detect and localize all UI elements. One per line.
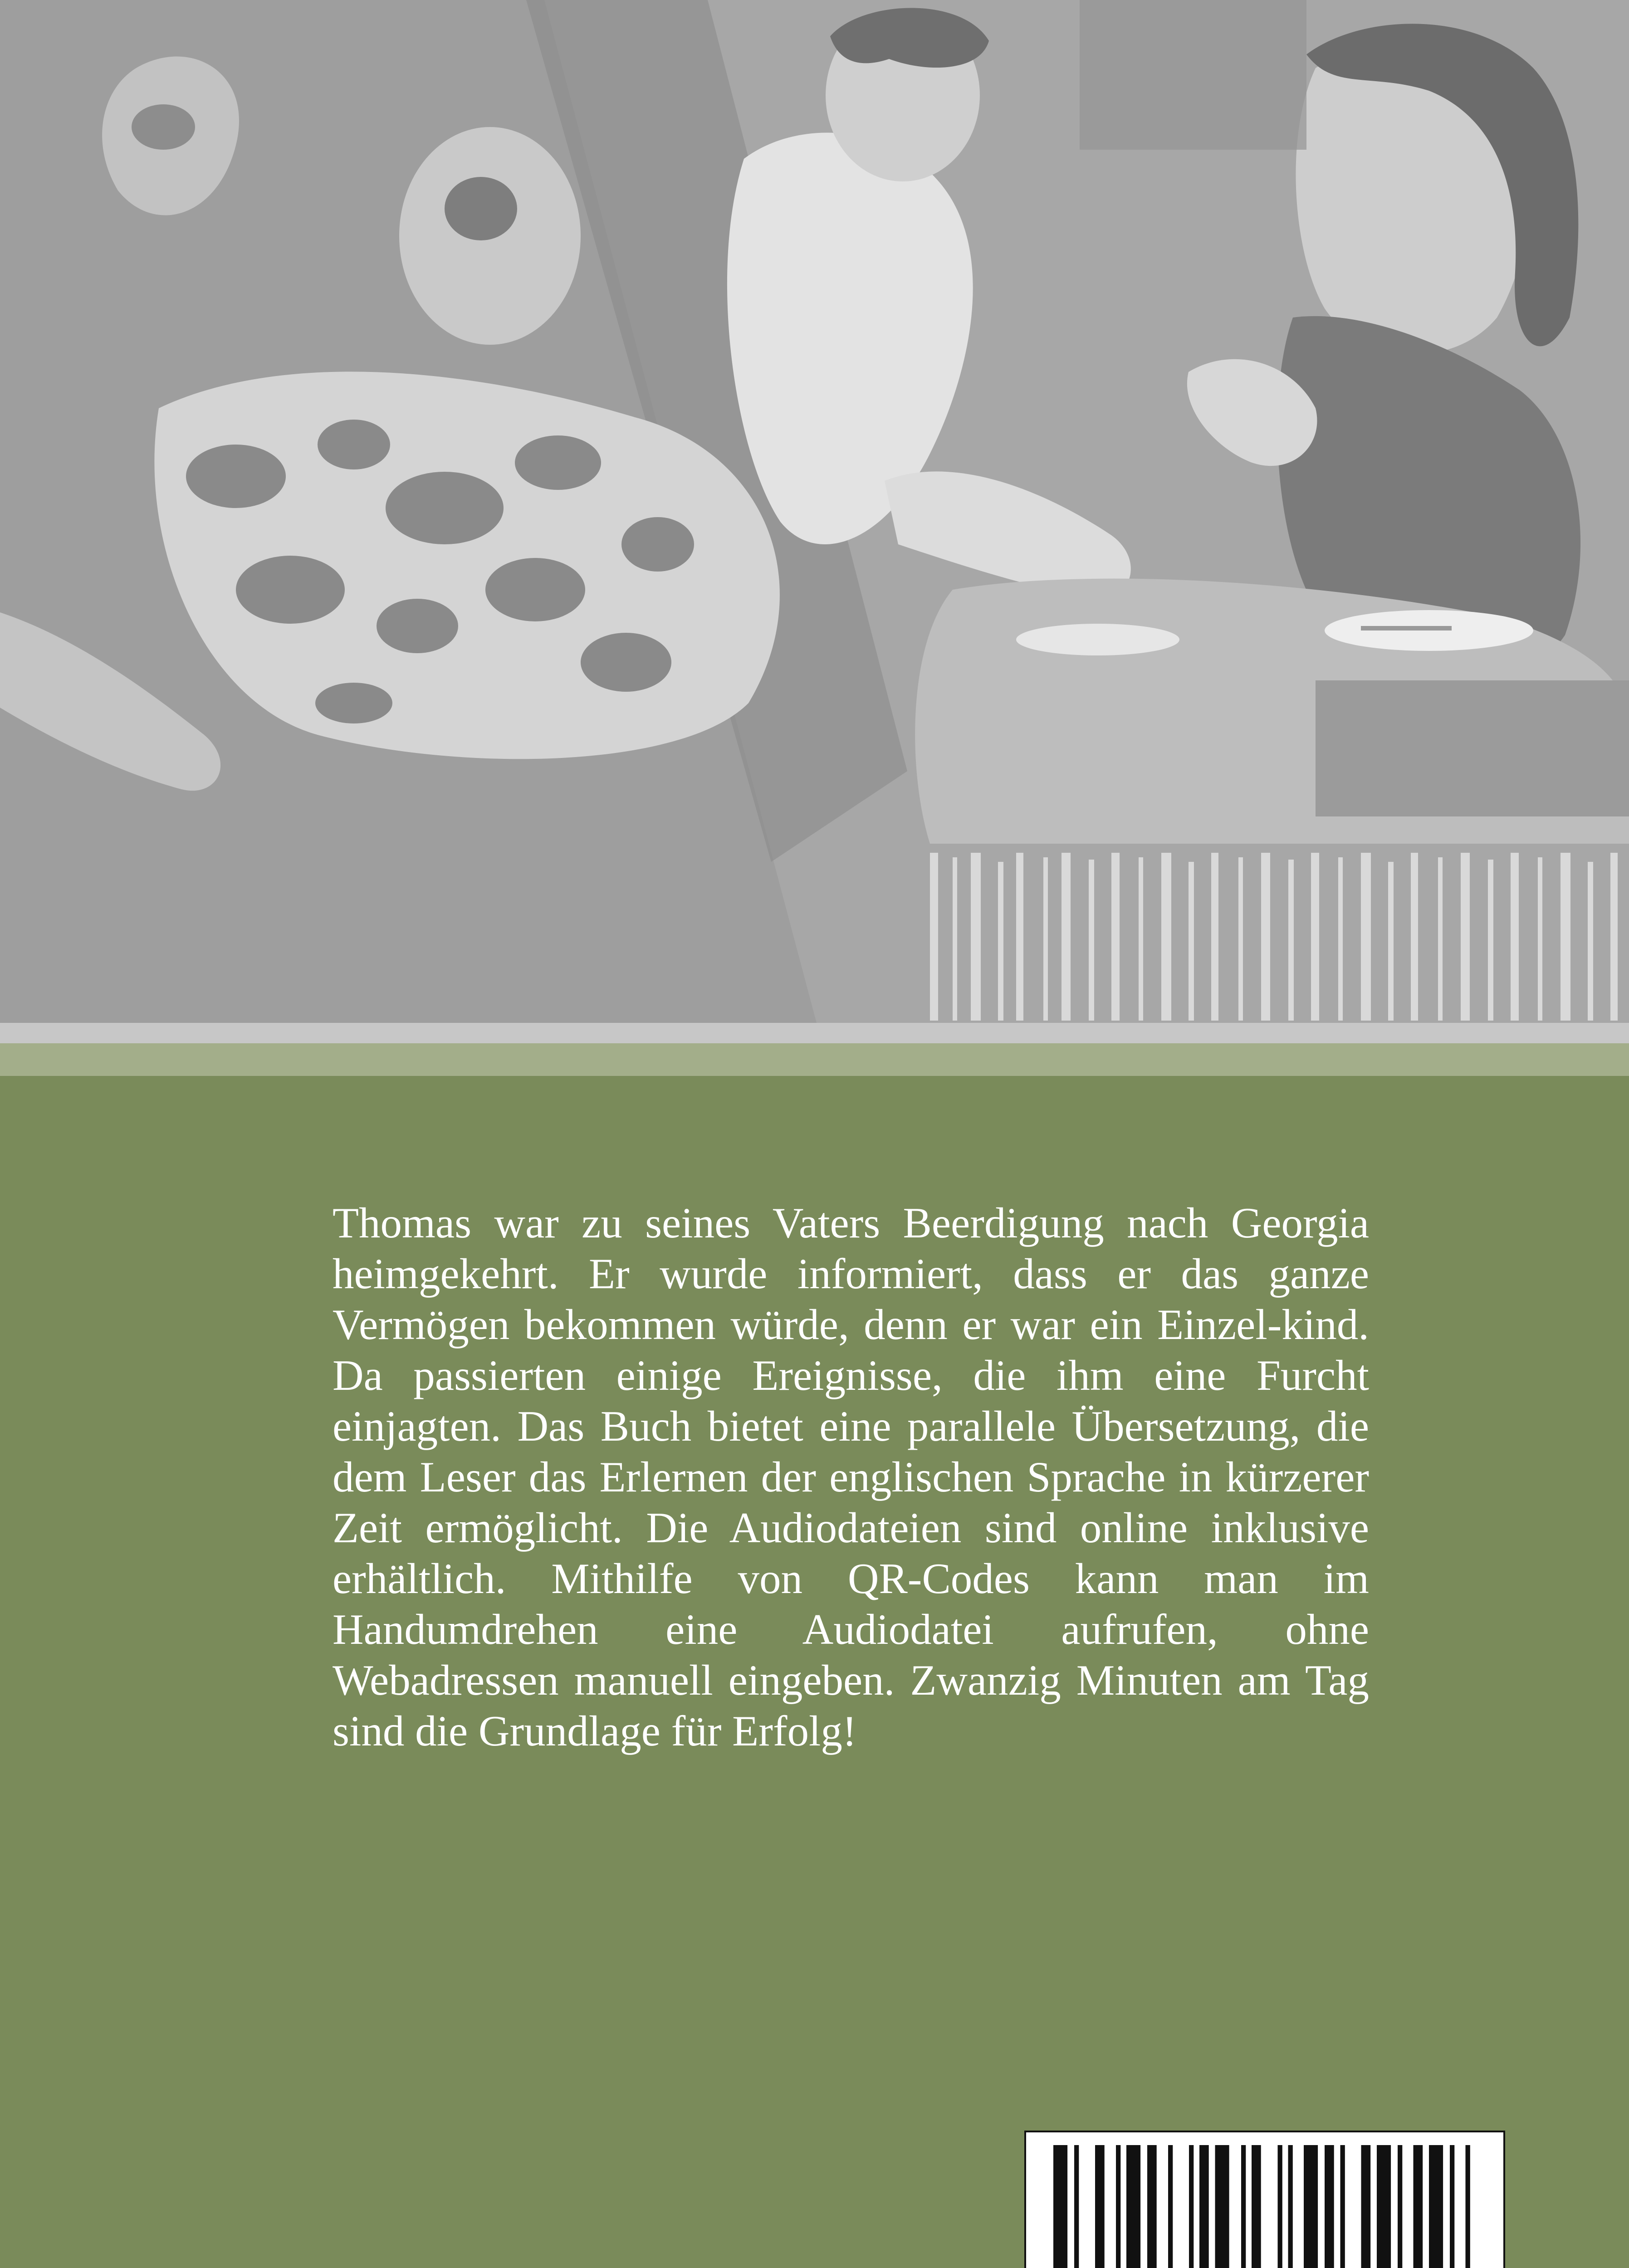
barcode-bar [1074, 2145, 1079, 2268]
barcode-bars [1026, 2132, 1503, 2268]
barcode-bar [1252, 2145, 1261, 2268]
barcode-bar [1278, 2145, 1282, 2268]
barcode-bar [1053, 2145, 1067, 2268]
barcode-bar [1377, 2145, 1391, 2268]
barcode-bar [1450, 2145, 1454, 2268]
barcode-bar [1116, 2145, 1120, 2268]
divider-stripe-green [0, 1043, 1629, 1076]
barcode-bar [1398, 2145, 1402, 2268]
barcode-bar [1241, 2145, 1246, 2268]
barcode-bar [1414, 2145, 1423, 2268]
barcode-bar [1304, 2145, 1318, 2268]
photo-illustration [0, 0, 1629, 1023]
barcode-bar [1126, 2145, 1140, 2268]
isbn-barcode [1024, 2131, 1505, 2268]
barcode-bar [1215, 2145, 1229, 2268]
barcode-bar [1325, 2145, 1334, 2268]
barcode-bar [1340, 2145, 1345, 2268]
cover-photo [0, 0, 1629, 1023]
barcode-bar [1095, 2145, 1105, 2268]
barcode-bar [1466, 2145, 1470, 2268]
barcode-bar [1429, 2145, 1443, 2268]
barcode-bar [1288, 2145, 1293, 2268]
barcode-bar [1147, 2145, 1157, 2268]
barcode-bar [1189, 2145, 1194, 2268]
divider-stripe-light [0, 1023, 1629, 1043]
barcode-bar [1361, 2145, 1371, 2268]
book-description: Thomas war zu seines Vaters Beerdigung nach Georgia heimgekehrt. Er wurde informiert, dass er das ganze Vermögen bekommen würde, denn er war ein Einzel-kind. Da passierten einige Ereignisse, die ihm eine Furcht einjagten. Das Buch bietet eine parallele Übersetzung, die dem Leser das Erlernen der englischen Sprache in kürzerer Zeit ermöglicht. Die Audiodateien sind online inklusive erhältlich. Mithilfe von QR-Codes kann man im Handumdrehen eine Audiodatei aufrufen, ohne Webadressen manuell eingeben. Zwanzig Minuten am Tag sind die Grundlage für Erfolg! [333, 1199, 1369, 1755]
barcode-bar [1168, 2145, 1173, 2268]
barcode-bar [1199, 2145, 1209, 2268]
